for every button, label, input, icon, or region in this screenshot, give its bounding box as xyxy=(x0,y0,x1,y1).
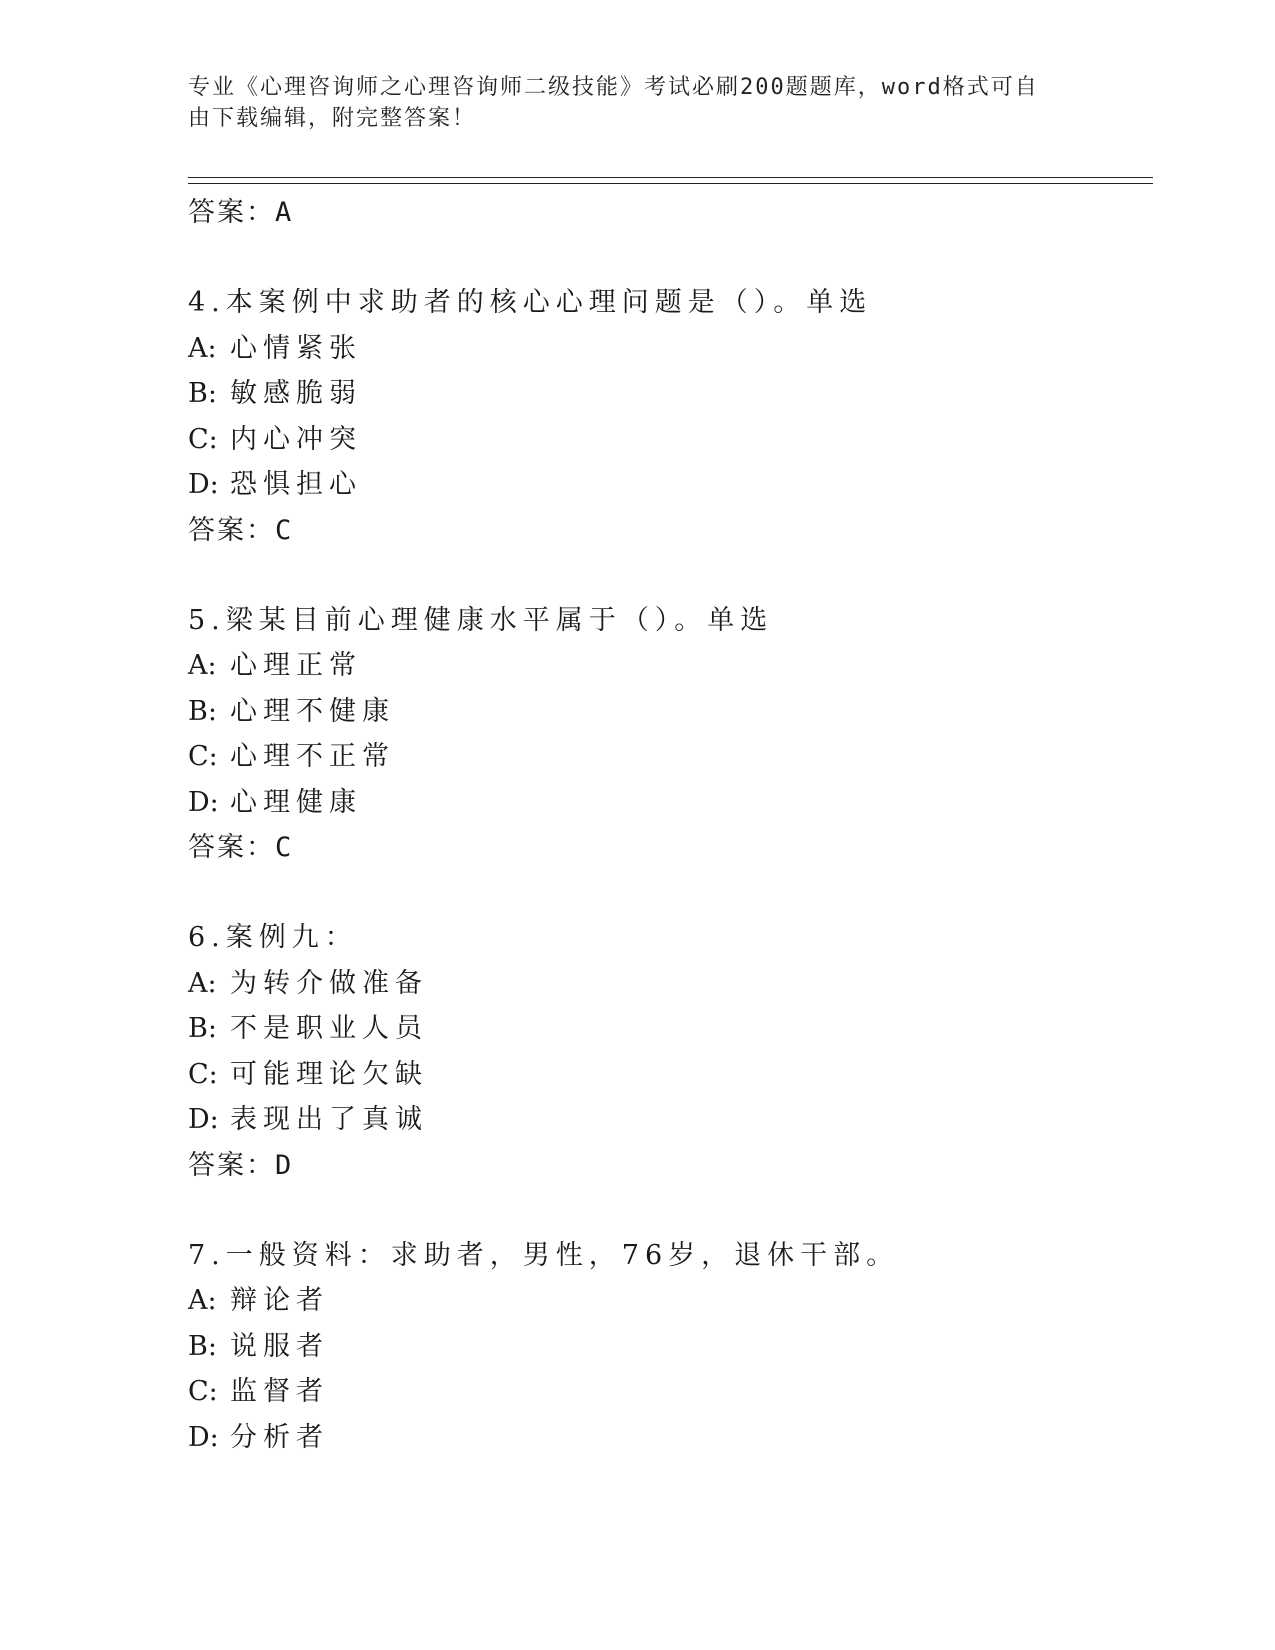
option-d xyxy=(188,462,1148,508)
option-text: 心理不正常 xyxy=(230,741,395,772)
option-b xyxy=(188,1324,1148,1370)
option-a xyxy=(188,961,1148,1007)
option-d xyxy=(188,780,1148,826)
option-b xyxy=(188,371,1148,417)
header-line-2: 由下载编辑，附完整答案！ xyxy=(188,106,477,131)
option-key: A: xyxy=(188,650,217,681)
option-b xyxy=(188,1006,1148,1052)
option-key: D: xyxy=(188,786,219,818)
option-c xyxy=(188,417,1148,463)
question-stem: 4.本案例中求助者的核心心理问题是（）。单选 xyxy=(188,287,873,318)
option-key: C: xyxy=(188,741,218,772)
option-c xyxy=(188,1052,1148,1098)
option-key: B: xyxy=(188,1013,217,1044)
option-key: C: xyxy=(188,423,218,455)
question-list xyxy=(188,190,1148,1460)
option-text: 心情紧张 xyxy=(230,332,362,364)
option-a xyxy=(188,1278,1148,1324)
option-text: 监督者 xyxy=(230,1376,329,1407)
option-text: 说服者 xyxy=(230,1330,329,1362)
option-key: D: xyxy=(188,1421,219,1453)
document-header xyxy=(188,72,1068,134)
header-divider-top xyxy=(188,177,1153,178)
option-b xyxy=(188,689,1148,735)
option-c xyxy=(188,1369,1148,1415)
option-text: 内心冲突 xyxy=(230,423,362,455)
question-stem: 6.案例九： xyxy=(188,922,358,953)
option-text: 心理正常 xyxy=(230,650,362,681)
option-text: 敏感脆弱 xyxy=(230,378,362,409)
option-key: B: xyxy=(188,695,217,727)
option-text: 不是职业人员 xyxy=(230,1013,428,1044)
question-stem: 5.梁某目前心理健康水平属于（）。单选 xyxy=(188,604,774,636)
option-text: 恐惧担心 xyxy=(230,469,362,500)
option-key: D: xyxy=(188,1104,219,1135)
option-text: 可能理论欠缺 xyxy=(230,1058,428,1090)
header-line-1: 专业《心理咨询师之心理咨询师二级技能》考试必刷200题题库，word格式可自 xyxy=(188,75,1039,100)
option-a xyxy=(188,326,1148,372)
option-key: C: xyxy=(188,1376,218,1407)
option-a xyxy=(188,643,1148,689)
answer-line: 答案：C xyxy=(188,514,294,546)
question-item xyxy=(188,1233,1148,1461)
option-text: 辩论者 xyxy=(230,1285,329,1316)
option-key: B: xyxy=(188,378,217,409)
option-text: 分析者 xyxy=(230,1421,329,1453)
option-text: 为转介做准备 xyxy=(230,967,428,999)
option-key: A: xyxy=(188,967,217,999)
header-divider-bottom xyxy=(188,183,1153,184)
question-item xyxy=(188,915,1148,1189)
option-key: D: xyxy=(188,469,219,500)
option-key: C: xyxy=(188,1058,218,1090)
answer-line: 答案：A xyxy=(188,197,294,228)
question-stem: 7.一般资料：求助者，男性，76岁，退休干部。 xyxy=(188,1239,900,1271)
option-text: 表现出了真诚 xyxy=(230,1104,428,1135)
option-text: 心理健康 xyxy=(230,786,362,818)
option-text: 心理不健康 xyxy=(230,695,395,727)
option-key: B: xyxy=(188,1330,217,1362)
answer-line: 答案：C xyxy=(188,832,294,863)
option-d xyxy=(188,1415,1148,1461)
answer-line: 答案：D xyxy=(188,1149,294,1181)
option-key: A: xyxy=(188,1285,217,1316)
option-c xyxy=(188,734,1148,780)
question-item xyxy=(188,598,1148,872)
option-d xyxy=(188,1097,1148,1143)
option-key: A: xyxy=(188,332,217,364)
question-item xyxy=(188,280,1148,554)
